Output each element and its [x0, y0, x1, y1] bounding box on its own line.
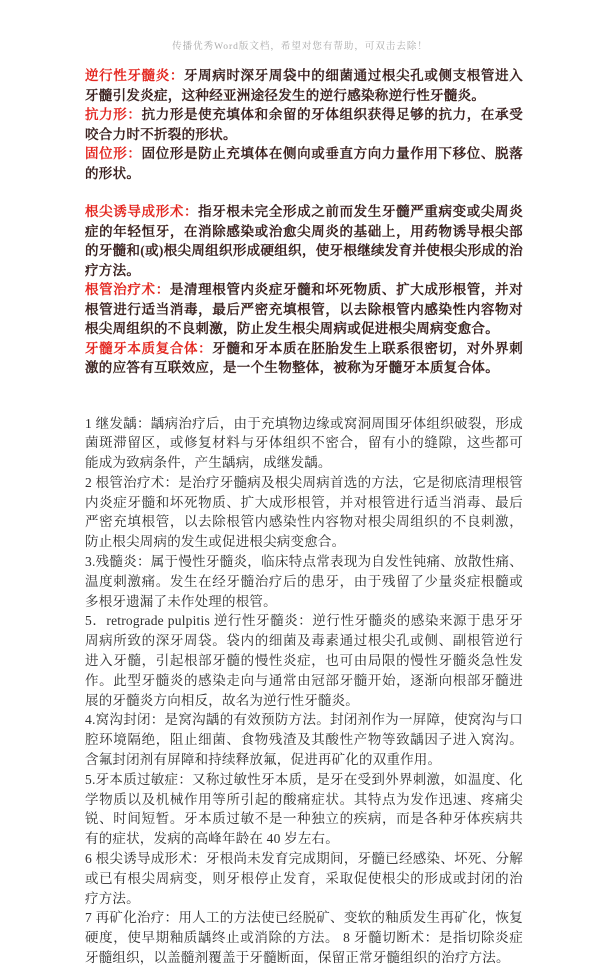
definition-text: 是清理根管内炎症牙髓和坏死物质、扩大成形根管，并对根管进行适当消毒，最后严密充填根管，以去除根管内感染性内容物对根尖周组织的不良刺激，防止发生根尖周病或促进根尖周病变愈合。: [85, 282, 523, 336]
glossary-item: 5.牙本质过敏症：又称过敏性牙本质，是牙在受到外界刺激，如温度、化学物质以及机械作用等所引起的酸痛症状。其特点为发作迅速、疼痛尖锐、时间短暂。牙本质过敏不是一种独立的疾病，而是各种牙体疾病共有的症状，发病的高峰年龄在 40 岁左右。: [85, 771, 523, 847]
glossary-list: [85, 414, 523, 968]
definition-paragraph: [85, 280, 523, 339]
glossary-item: 6 根尖诱导成形术：牙根尚未发育完成期间，牙髓已经感染、坏死、分解或已有根尖周病变，则牙根停止发育，采取促使根尖的形成或封闭的治疗方法。: [85, 851, 523, 906]
definition-text: 牙周病时深牙周袋中的细菌通过根尖孔或侧支根管进入牙髓引发炎症，这种经亚洲途径发生的逆行感染称逆行性牙髓炎。: [85, 68, 523, 103]
definition-text: 固位形是防止充填体在侧向或垂直方向力量作用下移位、脱落的形状。: [85, 146, 523, 181]
page-content: [85, 66, 523, 968]
glossary-item: 5．retrograde pulpitis 逆行性牙髓炎：逆行性牙髓炎的感染来源于患牙牙周病所致的深牙周袋。袋内的细菌及毒素通过根尖孔或侧、副根管逆行进入牙髓，引起根部牙髓的慢性炎症，也可由局限的慢性牙髓炎急性发作。此型牙髓炎的感染走向与通常由冠部牙髓开始，逐渐向根部牙髓进展的牙髓炎方向相反，故名为逆行性牙髓炎。: [85, 613, 523, 708]
glossary-item: 7 再矿化治疗：用人工的方法使已经脱矿、变软的釉质发生再矿化，恢复硬度，使早期釉质龋终止或消除的方法。 8 牙髓切断术：是指切除炎症牙髓组织，以盖髓剂覆盖于牙髓断面，保留正常牙髓组织的治疗方法。: [85, 910, 523, 966]
section-gap: [85, 378, 523, 414]
glossary-item: 4.窝沟封闭：是窝沟龋的有效预防方法。封闭剂作为一屏障，使窝沟与口腔环境隔绝，阻止细菌、食物残渣及其酸性产物等致龋因子进入窝沟。含氟封闭剂有屏障和持续释放氟，促进再矿化的双重作用。: [85, 712, 523, 768]
glossary-item: 3.残髓炎：属于慢性牙髓炎，临床特点常表现为自发性钝痛、放散性痛、温度刺激痛。发生在经牙髓治疗后的患牙，由于残留了少量炎症根髓或多根牙遗漏了未作处理的根管。: [85, 554, 523, 609]
definition-text: 牙髓和牙本质在胚胎发生上联系很密切，对外界刺激的应答有互联效应，是一个生物整体，被称为牙髓牙本质复合体。: [85, 340, 523, 375]
definition-paragraph: [85, 105, 523, 144]
watermark-text: 传播优秀Word版文档，希望对您有帮助，可双击去除！: [172, 42, 428, 52]
glossary-item: 2 根管治疗术：是治疗牙髓病及根尖周病首选的方法，它是彻底清理根管内炎症牙髓和坏死物质、扩大成形根管，并对根管进行适当消毒、最后严密充填根管，以去除根管内感染性内容物对根尖周组织的不良刺激，防止根尖周病的发生或促进根尖病变愈合。: [85, 474, 523, 550]
definition-paragraph: [85, 144, 523, 183]
blank-line: [85, 183, 523, 202]
definition-paragraph: [85, 66, 523, 105]
definition-term: 逆行性牙髓炎：: [85, 68, 184, 83]
definition-paragraph: [85, 202, 523, 280]
definition-term: 根管治疗术：: [85, 282, 170, 297]
definition-paragraph: [85, 339, 523, 378]
definition-term: 抗力形：: [85, 107, 142, 122]
definition-text: 抗力形是使充填体和余留的牙体组织获得足够的抗力，在承受咬合力时不折裂的形状。: [85, 107, 523, 142]
definition-term: 牙髓牙本质复合体：: [85, 340, 213, 356]
definition-term: 固位形：: [85, 146, 142, 161]
definition-term: 根尖诱导成形术：: [85, 204, 199, 219]
definition-text: 指牙根未完全形成之前而发生牙髓严重病变或尖周炎症的年轻恒牙，在消除感染或治愈尖周炎的基础上，用药物诱导根尖部的牙髓和(或)根尖周组织形成硬组织，使牙根继续发育并使根尖形成的治疗方法。: [85, 204, 523, 278]
glossary-item: 1 继发龋：龋病治疗后，由于充填物边缘或窝洞周围牙体组织破裂，形成菌斑滞留区，或修复材料与牙体组织不密合，留有小的缝隙，这些都可能成为致病条件，产生龋病，成继发龋。: [85, 415, 523, 471]
definitions-section: [85, 66, 523, 378]
